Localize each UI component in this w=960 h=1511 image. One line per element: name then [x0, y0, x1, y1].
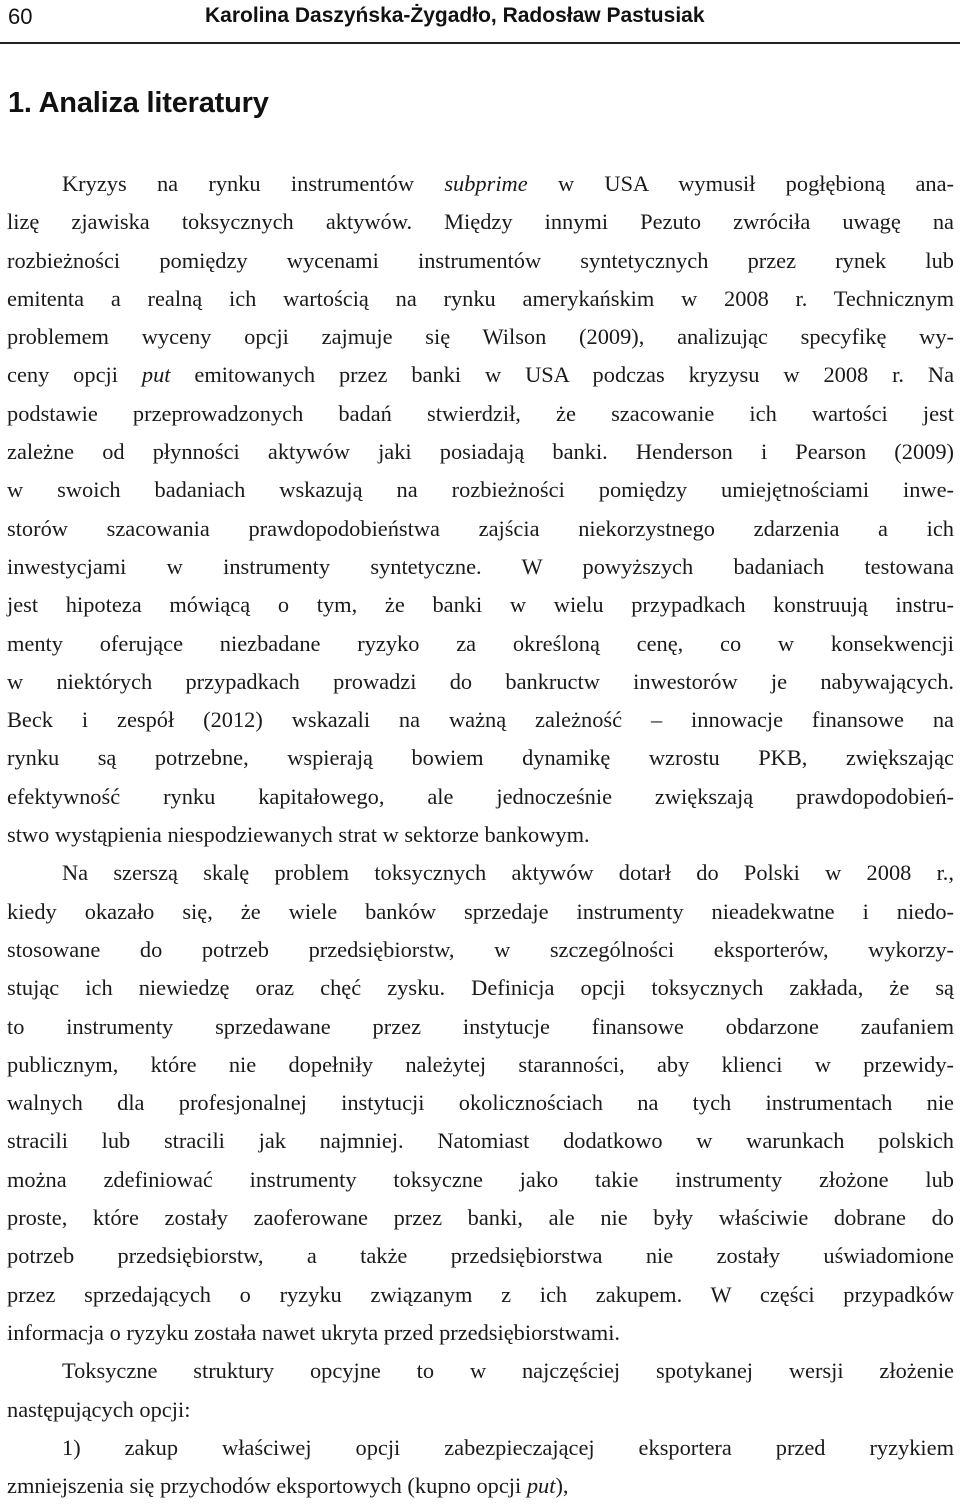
running-header-authors: Karolina Daszyńska-Żygadło, Radosław Pastusiak [205, 4, 705, 27]
text-run: stosowane do potrzeb przedsiębiorstw, w szczególności eksporterów, wykorzy- [7, 936, 954, 962]
text-run: inwestycjami w instrumenty syntetyczne. W powyższych badaniach testowana [7, 553, 954, 579]
text-line [7, 625, 954, 663]
text-run: stracili lub stracili jak najmniej. Natomiast dodatkowo w warunkach polskich [7, 1128, 954, 1154]
italic-term: put [526, 1473, 556, 1499]
text-run: informacja o ryzyku została nawet ukryta przed przedsiębiorstwami. [7, 1319, 621, 1345]
italic-term: subprime [444, 171, 528, 196]
text-line [7, 318, 954, 356]
text-line [7, 931, 954, 969]
text-run: Kryzys na rynku instrumentów [62, 171, 445, 196]
text-line [7, 1352, 954, 1390]
body-text [7, 165, 954, 1505]
text-run: zmniejszenia się przychodów eksportowych (kupno opcji [7, 1473, 527, 1499]
text-run: potrzeb przedsiębiorstw, a także przedsiębiorstwa nie zostały uświadomione [7, 1243, 954, 1269]
text-line [7, 242, 954, 280]
text-line [7, 1429, 954, 1467]
text-line [7, 1199, 954, 1237]
text-run: Toksyczne struktury opcyjne to w najczęściej spotykanej wersji złożenie [62, 1358, 954, 1384]
text-run: stwo wystąpienia niespodziewanych strat w sektorze bankowym. [7, 822, 590, 848]
text-line [7, 471, 954, 509]
text-line [7, 395, 954, 433]
text-line [7, 548, 954, 586]
text-line [7, 969, 954, 1007]
text-run: przez sprzedających o ryzyku związanym z ich zakupem. W części przypadków [7, 1281, 954, 1307]
text-run: można zdefiniować instrumenty toksyczne jako takie instrumenty złożone lub [7, 1166, 954, 1192]
text-line [7, 1314, 954, 1352]
text-line [7, 816, 954, 854]
text-run: rynku są potrzebne, wspierają bowiem dynamikę wzrostu PKB, zwiększając [7, 745, 954, 771]
text-line [7, 356, 954, 394]
text-run: problemem wyceny opcji zajmuje się Wilson (2009), analizując specyfikę wy- [7, 324, 954, 350]
text-line [7, 854, 954, 892]
text-line [7, 893, 954, 931]
text-run: storów szacowania prawdopodobieństwa zajścia niekorzystnego zdarzenia a ich [7, 515, 954, 541]
text-run: menty oferujące niezbadane ryzyko za określoną cenę, co w konsekwencji [7, 630, 954, 656]
text-run: podstawie przeprowadzonych badań stwierdził, że szacowanie ich wartości jest [7, 400, 954, 426]
text-line [7, 165, 954, 203]
text-line [7, 1046, 954, 1084]
text-run: w USA wymusił pogłębioną ana- [527, 171, 954, 196]
text-run: ), [555, 1473, 569, 1499]
text-line [7, 778, 954, 816]
text-run: zależne od płynności aktywów jaki posiadają banki. Henderson i Pearson (2009) [7, 439, 954, 465]
text-run: Beck i zespół (2012) wskazali na ważną zależność – innowacje finansowe na [7, 707, 954, 733]
text-line [7, 1084, 954, 1122]
text-run: ceny opcji [7, 362, 142, 388]
text-run: Na szerszą skalę problem toksycznych aktywów dotarł do Polski w 2008 r., [62, 860, 954, 886]
text-line [7, 510, 954, 548]
text-line [7, 739, 954, 777]
text-run: 1) zakup właściwej opcji zabezpieczającej eksportera przed ryzykiem [62, 1434, 954, 1460]
header-rule [0, 42, 960, 44]
section-title: 1. Analiza literatury [8, 87, 269, 119]
text-run: w niektórych przypadkach prowadzi do bankructw inwestorów je nabywających. [7, 668, 954, 694]
text-run: walnych dla profesjonalnej instytucji okolicznościach na tych instrumentach nie [7, 1090, 954, 1116]
text-run: emitowanych przez banki w USA podczas kryzysu w 2008 r. Na [170, 362, 955, 388]
text-run: stując ich niewiedzę oraz chęć zysku. Definicja opcji toksycznych zakłada, że są [7, 975, 954, 1001]
text-line [7, 701, 954, 739]
text-line [7, 663, 954, 701]
text-line [7, 586, 954, 624]
text-run: to instrumenty sprzedawane przez instytucje finansowe obdarzone zaufaniem [7, 1013, 954, 1039]
text-run: publicznym, które nie dopełniły należytej staranności, aby klienci w przewidy- [7, 1051, 954, 1077]
text-run: jest hipoteza mówiącą o tym, że banki w wielu przypadkach konstruują instru- [7, 592, 954, 618]
text-line [7, 280, 954, 318]
text-line [7, 203, 954, 241]
text-run: w swoich badaniach wskazują na rozbieżności pomiędzy umiejętnościami inwe- [7, 477, 954, 503]
text-line [7, 1237, 954, 1275]
page-header [0, 0, 960, 48]
text-line [7, 1122, 954, 1160]
text-run: rozbieżności pomiędzy wycenami instrumentów syntetycznych przez rynek lub [7, 247, 954, 273]
text-run: lizę zjawiska toksycznych aktywów. Między innymi Pezuto zwróciła uwagę na [7, 209, 954, 235]
text-line [7, 1276, 954, 1314]
text-line [7, 433, 954, 471]
page-number: 60 [8, 4, 33, 29]
text-run: emitenta a realną ich wartością na rynku amerykańskim w 2008 r. Technicznym [7, 285, 954, 311]
text-run: efektywność rynku kapitałowego, ale jednocześnie zwiększają prawdopodobień- [7, 783, 954, 809]
text-run: następujących opcji: [7, 1396, 191, 1422]
text-line [7, 1008, 954, 1046]
text-line [7, 1467, 954, 1505]
text-line [7, 1391, 954, 1429]
text-run: proste, które zostały zaoferowane przez banki, ale nie były właściwie dobrane do [7, 1205, 954, 1231]
text-run: kiedy okazało się, że wiele banków sprzedaje instrumenty nieadekwatne i niedo- [7, 898, 954, 924]
text-line [7, 1161, 954, 1199]
italic-term: put [141, 362, 171, 388]
